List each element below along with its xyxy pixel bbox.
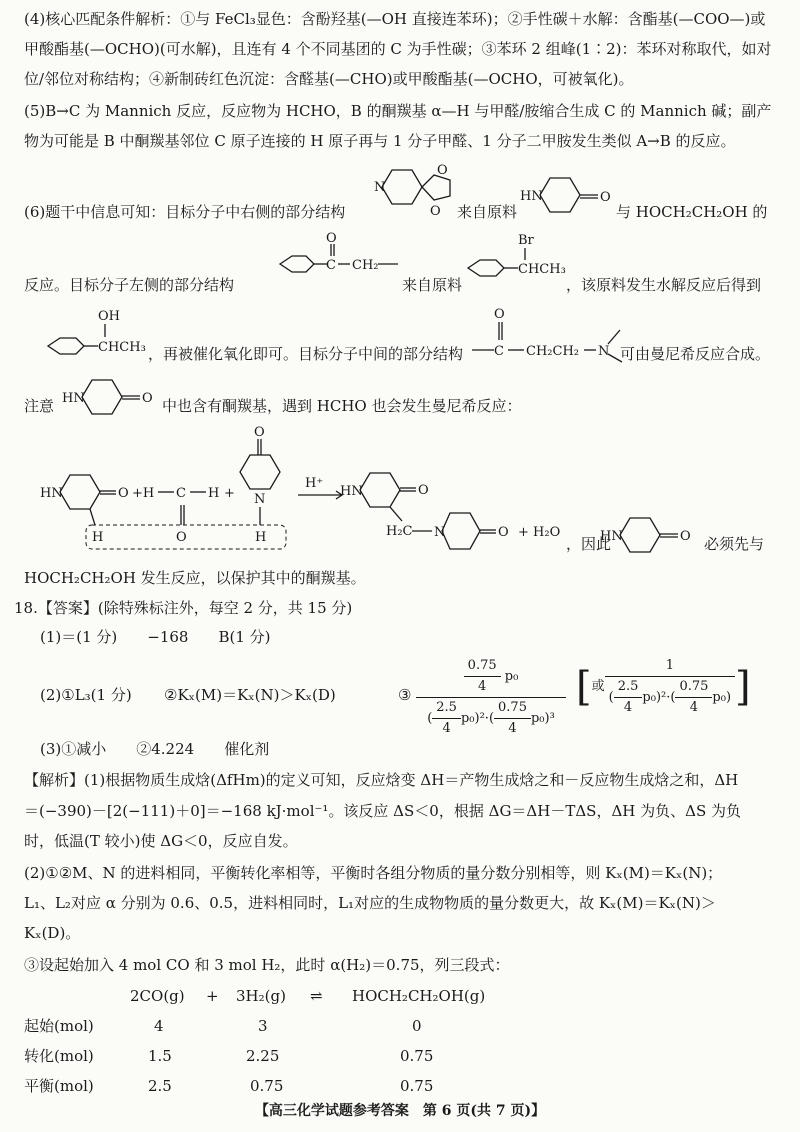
text-segment: 注意 — [24, 397, 55, 415]
table-row-label: 转化(mol) — [24, 1047, 94, 1065]
table-cell: 4 — [154, 1017, 164, 1035]
mannich-reaction-scheme — [40, 425, 600, 565]
text-segment: 反应。目标分子左侧的部分结构 — [24, 276, 235, 294]
svg-text:CH₂CH₂: CH₂CH₂ — [526, 344, 579, 359]
text-segment: ，该原料发生水解反应后得到 — [566, 276, 762, 294]
text-line: (5)B→C 为 Mannich 反应，反应物为 HCHO，B 的酮羰基 α—H 与甲醛/胺缩合生成 C 的 Mannich 碱；副产 — [24, 102, 772, 120]
svg-text:HN: HN — [600, 529, 623, 544]
phenylethanol-structure — [40, 300, 150, 370]
piperidinone-structure — [520, 170, 620, 230]
text-segment: 可由曼尼希反应合成。 — [620, 345, 771, 363]
svg-text:O: O — [326, 231, 337, 246]
svg-text:H: H — [255, 530, 267, 545]
explanation-line: 【解析】(1)根据物质生成焓(ΔfHm)的定义可知，反应焓变 ΔH＝产物生成焓之和－反应物生成焓之和，ΔH — [24, 771, 739, 789]
piperidinone-structure — [58, 370, 168, 430]
svg-text:N: N — [374, 180, 386, 195]
text-line: 甲酸酯基(—OCHO)(可水解)，且连有 4 个不同基团的 C 为手性碳；③苯环 2 组峰(1∶2)：苯环对称取代，如对 — [24, 40, 772, 58]
table-cell: 0.75 — [400, 1047, 434, 1065]
table-row-label: 起始(mol) — [24, 1017, 94, 1035]
table-cell: 3 — [258, 1017, 268, 1035]
equation-cell: 2CO(g) — [130, 987, 185, 1005]
text-segment: 中也含有酮羰基，遇到 HCHO 也会发生曼尼希反应： — [162, 397, 522, 415]
text-segment: ，因此 — [566, 535, 612, 553]
text-segment: ，再被催化氧化即可。目标分子中间的部分结构 — [148, 345, 464, 363]
equation-cell: + — [206, 987, 219, 1005]
svg-text:+: + — [224, 486, 235, 501]
svg-text:H: H — [92, 530, 104, 545]
answer-segment: (2)①L₃(1 分) — [40, 686, 132, 704]
svg-text:O: O — [176, 530, 187, 545]
answer-segment: ②Kₓ(M)＝Kₓ(N)＞Kₓ(D) — [164, 686, 336, 704]
text-line: (4)核心匹配条件解析：①与 FeCl₃显色：含酚羟基(—OH 直接连苯环)；②手性碳＋水解：含酯基(—COO—)或 — [24, 10, 766, 28]
svg-text:O: O — [254, 425, 265, 440]
explanation-line: 时，低温(T 较小)使 ΔG＜0，反应自发。 — [24, 832, 298, 850]
svg-text:O: O — [118, 486, 129, 501]
svg-text:O: O — [680, 529, 691, 544]
svg-text:H⁺: H⁺ — [305, 476, 324, 491]
page-footer: 【高三化学试题参考答案 第 6 页(共 7 页)】 — [254, 1103, 546, 1119]
svg-text:HN: HN — [340, 484, 363, 499]
table-cell: 0.75 — [400, 1077, 434, 1095]
svg-text:C: C — [176, 486, 186, 501]
svg-text:HN: HN — [520, 189, 543, 204]
answer-heading: 18.【答案】(除特殊标注外，每空 2 分，共 15 分) — [14, 599, 353, 617]
svg-text:Br: Br — [518, 233, 534, 248]
table-cell: 0.75 — [250, 1077, 284, 1095]
svg-text:O: O — [430, 204, 441, 219]
svg-text:CHCH₃: CHCH₃ — [98, 340, 146, 355]
text-segment: (6)题干中信息可知：目标分子中右侧的部分结构 — [24, 203, 346, 221]
explanation-line: Kₓ(D)。 — [24, 924, 81, 942]
table-row-label: 平衡(mol) — [24, 1077, 94, 1095]
explanation-line: (2)①②M、N 的进料相同，平衡转化率相等，平衡时各组分物质的量分数分别相等，则 Kₓ(M)＝Kₓ(N)； — [24, 864, 723, 882]
svg-text:CH₂: CH₂ — [352, 258, 379, 273]
svg-text:N: N — [598, 344, 610, 359]
svg-text:+ H₂O: + H₂O — [518, 525, 561, 540]
text-line: HOCH₂CH₂OH 发生反应，以保护其中的酮羰基。 — [24, 569, 366, 587]
svg-text:C: C — [326, 258, 336, 273]
svg-text:HN: HN — [40, 486, 63, 501]
svg-text:O: O — [498, 525, 509, 540]
phenyl-ketone-fragment — [266, 231, 406, 304]
text-segment: 来自原料 — [402, 276, 463, 294]
svg-text:O: O — [418, 483, 429, 498]
text-line: 物为可能是 B 中酮羰基邻位 C 原子连接的 H 原子再与 1 分子甲醛、1 分子二甲胺发生类似 A→B 的反应。 — [24, 132, 736, 150]
svg-text:H₂C: H₂C — [386, 524, 413, 539]
equation-cell: ⇌ — [310, 987, 323, 1005]
table-cell: 0 — [412, 1017, 422, 1035]
text-segment: 与 HOCH₂CH₂OH 的 — [616, 203, 768, 221]
explanation-line: L₁、L₂对应 α 分别为 0.6、0.5，进料相同时，L₁对应的生成物物质的量分数更大，故 Kₓ(M)＝Kₓ(N)＞ — [24, 894, 716, 912]
table-cell: 2.5 — [148, 1077, 172, 1095]
kx-formula: $\frac{0.75}{4}$ p₀ ( $\frac{2.5}{4}$ p₀)²·( $\frac{0.75}{4}$ p₀)³ — [416, 656, 566, 739]
svg-text:O: O — [600, 190, 611, 205]
svg-text:H: H — [208, 486, 220, 501]
text-line: 位/邻位对称结构；④新制砖红色沉淀：含醛基(—CHO)或甲酸酯基(—OCHO，可被氧化)。 — [24, 70, 634, 88]
answer-line: (1)＝(1 分) −168 B(1 分) — [40, 628, 271, 646]
kx-formula-alt: [或 1 ( $\frac{2.5}{4}$ p₀)²·( $\frac{0.75}{4}$ p₀) ] — [576, 658, 751, 715]
text-segment: 必须先与 — [704, 535, 765, 553]
svg-text:O: O — [142, 391, 153, 406]
piperidinone-structure — [596, 508, 706, 568]
svg-text:HN: HN — [62, 391, 85, 406]
mannich-fragment — [472, 302, 632, 372]
svg-text:O: O — [437, 163, 448, 178]
answer-line: (3)①减小 ②4.224 催化剂 — [40, 740, 270, 758]
svg-text:O: O — [494, 307, 505, 322]
equation-cell: 3H₂(g) — [236, 987, 286, 1005]
svg-text:N: N — [254, 492, 266, 507]
svg-text:C: C — [494, 344, 504, 359]
explanation-line: ＝(−390)－[2(−111)＋0]＝−168 kJ·mol⁻¹。该反应 ΔS＜0，根据 ΔG＝ΔH－TΔS，ΔH 为负、ΔS 为负 — [24, 802, 742, 820]
svg-text:N: N — [434, 525, 446, 540]
answer-segment: ③ — [398, 686, 412, 704]
table-cell: 2.25 — [246, 1047, 280, 1065]
explanation-line: ③设起始加入 4 mol CO 和 3 mol H₂，此时 α(H₂)＝0.75，列三段式： — [24, 956, 510, 974]
bromoethylbenzene-structure — [460, 230, 570, 300]
svg-text:OH: OH — [98, 309, 120, 324]
svg-text:+H: +H — [132, 486, 155, 501]
text-segment: 来自原料 — [457, 203, 518, 221]
table-cell: 1.5 — [148, 1047, 172, 1065]
equation-cell: HOCH₂CH₂OH(g) — [352, 987, 486, 1005]
svg-text:CHCH₃: CHCH₃ — [518, 262, 566, 277]
